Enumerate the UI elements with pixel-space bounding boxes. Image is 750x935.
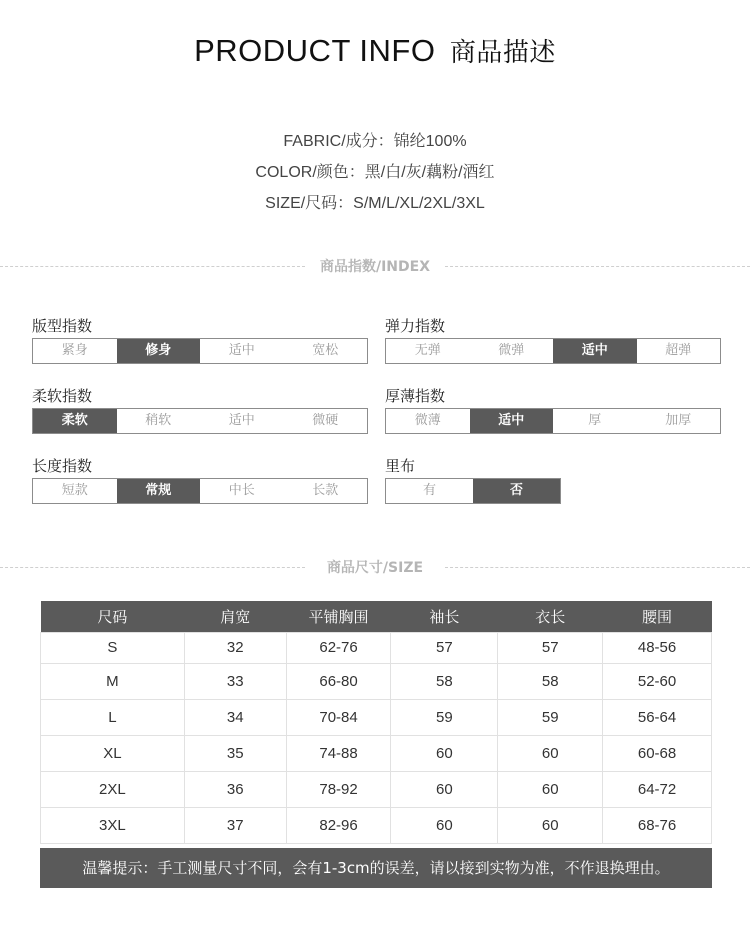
table-cell: 60 xyxy=(498,735,603,771)
table-row xyxy=(41,735,712,771)
table-cell: 32 xyxy=(184,632,286,663)
col-header-chest: 平铺胸围 xyxy=(286,601,391,632)
size-note: 温馨提示：手工测量尺寸不同，会有1-3cm的误差，请以接到实物为准，不作退换理由。 xyxy=(40,848,712,888)
spec-list xyxy=(0,126,750,219)
col-header-shoulder: 肩宽 xyxy=(184,601,286,632)
index-option: 适中 xyxy=(200,409,284,433)
index-option: 长款 xyxy=(284,479,368,503)
index-option: 无弹 xyxy=(386,339,470,363)
table-cell: 59 xyxy=(391,699,498,735)
index-fit-scale xyxy=(32,338,368,364)
page-title-en: PRODUCT INFO xyxy=(194,33,436,68)
table-cell: 60 xyxy=(391,771,498,807)
col-header-size: 尺码 xyxy=(41,601,185,632)
index-option: 常规 xyxy=(117,479,201,503)
index-option: 适中 xyxy=(200,339,284,363)
page-title xyxy=(0,32,750,69)
table-cell: S xyxy=(41,632,185,663)
table-cell: 56-64 xyxy=(603,699,712,735)
table-cell: L xyxy=(41,699,185,735)
table-cell: 60 xyxy=(498,807,603,843)
index-option: 稍软 xyxy=(117,409,201,433)
table-row xyxy=(41,699,712,735)
index-lining-scale xyxy=(385,478,561,504)
index-softness-title: 柔软指数 xyxy=(32,387,93,405)
size-divider xyxy=(0,558,750,578)
index-stretch-scale xyxy=(385,338,721,364)
table-cell: XL xyxy=(41,735,185,771)
table-cell: 34 xyxy=(184,699,286,735)
index-lining-title: 里布 xyxy=(385,457,416,475)
table-cell: 33 xyxy=(184,663,286,699)
table-row xyxy=(41,771,712,807)
table-cell: 58 xyxy=(391,663,498,699)
col-header-length: 衣长 xyxy=(498,601,603,632)
table-cell: 59 xyxy=(498,699,603,735)
index-option: 加厚 xyxy=(637,409,721,433)
index-option: 微硬 xyxy=(284,409,368,433)
table-cell: 2XL xyxy=(41,771,185,807)
table-cell: 57 xyxy=(498,632,603,663)
table-cell: 64-72 xyxy=(603,771,712,807)
table-cell: 68-76 xyxy=(603,807,712,843)
table-cell: 62-76 xyxy=(286,632,391,663)
index-option: 修身 xyxy=(117,339,201,363)
table-cell: 60 xyxy=(391,735,498,771)
table-cell: 78-92 xyxy=(286,771,391,807)
table-cell: M xyxy=(41,663,185,699)
index-thickness-title: 厚薄指数 xyxy=(385,387,446,405)
spec-size: SIZE/尺码：S/M/L/XL/2XL/3XL xyxy=(265,195,485,212)
table-cell: 35 xyxy=(184,735,286,771)
index-softness-scale xyxy=(32,408,368,434)
index-option: 有 xyxy=(386,479,473,503)
table-row xyxy=(41,663,712,699)
index-stretch-title: 弹力指数 xyxy=(385,317,446,335)
table-cell: 57 xyxy=(391,632,498,663)
index-length-scale xyxy=(32,478,368,504)
index-option: 适中 xyxy=(470,409,554,433)
page-title-zh: 商品描述 xyxy=(449,38,556,68)
index-thickness-scale xyxy=(385,408,721,434)
table-cell: 82-96 xyxy=(286,807,391,843)
table-cell: 37 xyxy=(184,807,286,843)
index-option: 柔软 xyxy=(33,409,117,433)
size-table xyxy=(40,601,712,844)
index-option: 微弹 xyxy=(470,339,554,363)
table-cell: 36 xyxy=(184,771,286,807)
table-row xyxy=(41,807,712,843)
table-row xyxy=(41,632,712,663)
table-cell: 66-80 xyxy=(286,663,391,699)
spec-color: COLOR/颜色：黑/白/灰/藕粉/酒红 xyxy=(255,164,495,181)
index-length-title: 长度指数 xyxy=(32,457,93,475)
table-cell: 74-88 xyxy=(286,735,391,771)
index-divider xyxy=(0,257,750,277)
index-option: 中长 xyxy=(200,479,284,503)
table-cell: 60 xyxy=(391,807,498,843)
size-heading: 商品尺寸/SIZE xyxy=(326,560,424,576)
index-option: 否 xyxy=(473,479,560,503)
table-cell: 3XL xyxy=(41,807,185,843)
table-cell: 48-56 xyxy=(603,632,712,663)
index-option: 微薄 xyxy=(386,409,470,433)
table-cell: 58 xyxy=(498,663,603,699)
table-cell: 60-68 xyxy=(603,735,712,771)
col-header-waist: 腰围 xyxy=(603,601,712,632)
size-table-header xyxy=(41,601,712,632)
index-option: 紧身 xyxy=(33,339,117,363)
index-option: 适中 xyxy=(553,339,637,363)
index-heading: 商品指数/INDEX xyxy=(319,259,431,275)
index-fit-title: 版型指数 xyxy=(32,317,93,335)
index-option: 厚 xyxy=(553,409,637,433)
index-option: 超弹 xyxy=(637,339,721,363)
col-header-sleeve: 袖长 xyxy=(391,601,498,632)
table-cell: 60 xyxy=(498,771,603,807)
table-cell: 52-60 xyxy=(603,663,712,699)
table-cell: 70-84 xyxy=(286,699,391,735)
index-option: 宽松 xyxy=(284,339,368,363)
index-option: 短款 xyxy=(33,479,117,503)
spec-fabric: FABRIC/成分：锦纶100% xyxy=(283,133,467,150)
